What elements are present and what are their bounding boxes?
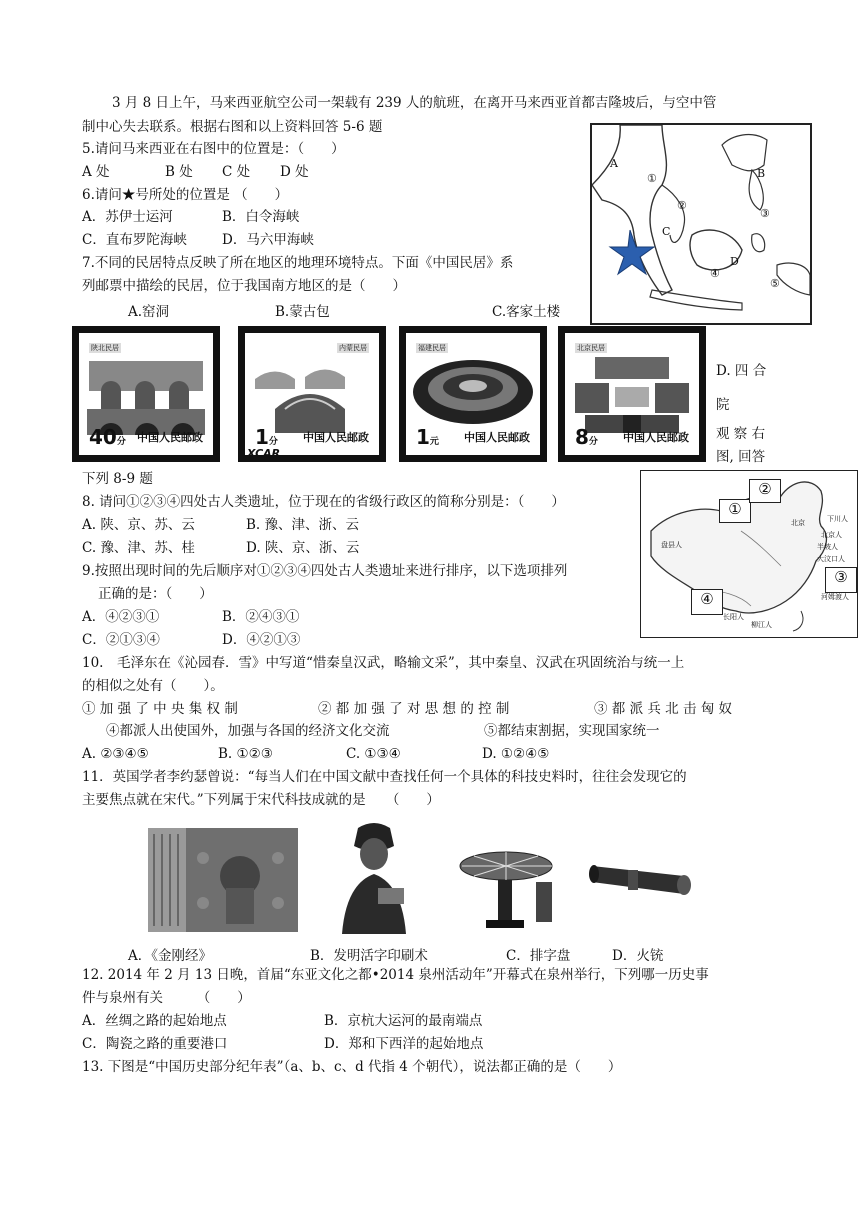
q10-statement-5: ⑤都结束割据，实现国家统一 [484,723,660,739]
q12-option-c[interactable]: C．陶瓷之路的重要港口 [82,1036,228,1052]
q7-option-a[interactable]: A.窑洞 [128,304,170,320]
huochong-gun-image [588,852,698,898]
map1-label-3: ③ [760,207,770,220]
q12-stem-2: 件与泉州有关 （ ） [82,990,251,1006]
q12-option-d[interactable]: D．郑和下西洋的起始地点 [324,1036,484,1052]
q9-option-c[interactable]: C．②①③④ [82,632,160,648]
intro-line-1: 3 月 8 日上午，马来西亚航空公司一架载有 239 人的航班，在离开马来西亚首都吉隆坡后，与空中管 [112,95,717,111]
map1-label-d: D [730,255,739,268]
q8-intro-side-2: 图, 回答 [716,449,766,465]
q11-stem-1: 11．英国学者李约瑟曾说：“每当人们在中国文献中查找任何一个具体的科技史料时，往往会发现它的 [82,769,687,785]
q13-stem: 13. 下图是“中国历史部分纪年表”（a、b、c、d 代指 4 个朝代），说法都正确的是（ ） [82,1059,622,1075]
stamp-2-tag: 内蒙民居 [339,344,367,352]
southeast-asia-map [590,123,812,325]
q12-stem-1: 12. 2014 年 2 月 13 日晚，首届“东亚文化之都•2014 泉州活动年”开幕式在泉州举行，下列哪一历史事 [82,967,709,983]
q8-intro-side-1: 观 察 右 [716,426,766,442]
stamp-hakka-tulou [399,326,547,462]
q6-option-a[interactable]: A．苏伊士运河 [82,209,173,225]
map1-label-2: ② [677,199,687,212]
q10-option-c[interactable]: C. ①③④ [346,746,401,762]
map2-label-xiachuan: 下川人 [827,515,848,523]
stamp-3-tag: 福建民居 [418,344,446,352]
q9-option-d[interactable]: D．④②①③ [222,632,301,648]
q7-stem-2: 列邮票中描绘的民居，位于我国南方地区的是（ ） [82,278,406,294]
map1-label-b: B [757,167,766,180]
site-box-1: ① [719,499,751,523]
star-marker-icon [610,230,654,274]
stamp-4-value: 8分 [575,425,598,449]
map1-label-c: C [662,225,671,238]
q7-option-d-line-1[interactable]: D. 四 合 [716,363,767,379]
china-map [640,470,858,638]
stamp-4-tag: 北京民居 [577,344,605,352]
map2-label-changyang: 长阳人 [723,613,744,621]
intro-line-2: 制中心失去联系。根据右图和以上资料回答 5-6 题 [82,119,383,135]
q12-option-b[interactable]: B．京杭大运河的最南端点 [324,1013,483,1029]
q5-option-a[interactable]: A 处 [82,164,110,180]
map1-label-5: ⑤ [770,277,780,290]
q11-stem-2: 主要焦点就在宋代。”下列属于宋代科技成就的是 （ ） [82,792,440,808]
site-box-2: ② [749,479,781,503]
q7-option-c[interactable]: C.客家土楼 [492,304,561,320]
map2-label-beijing-man: 北京人 [821,531,842,539]
q6-option-d[interactable]: D．马六甲海峡 [222,232,314,248]
map2-label-hemudu: 河姆渡人 [821,593,849,601]
stamp-1-value: 40分 [89,425,126,449]
q6-option-b[interactable]: B．白令海峡 [222,209,300,225]
huochong-gun-drawing [588,852,698,898]
stamp-3-post: 中国人民邮政 [464,431,530,444]
map2-label-dawenkou: 大汶口人 [817,555,845,563]
diamond-sutra-image [148,828,298,932]
stamp-4-post: 中国人民邮政 [623,431,689,444]
southeast-asia-map-drawing [592,125,810,323]
q9-stem-1: 9.按照出现时间的先后顺序对①②③④四处古人类遗址来进行排序，以下选项排列 [82,563,568,579]
q6-stem: 6.请问★号所处的位置是 （ ） [82,187,289,203]
q10-option-a[interactable]: A. ②③④⑤ [82,746,149,762]
q8-option-c[interactable]: C. 豫、津、苏、桂 [82,540,195,556]
q11-option-c[interactable]: C．排字盘 [506,948,571,964]
q12-option-a[interactable]: A．丝绸之路的起始地点 [82,1013,227,1029]
q8-option-b[interactable]: B. 豫、津、浙、云 [246,517,360,533]
stamp-2-watermark: XCAR [247,447,281,460]
site-box-3: ③ [825,567,857,593]
q5-stem: 5.请问马来西亚在右图中的位置是：（ ） [82,141,345,157]
bi-sheng-statue-image [328,818,420,934]
site-box-4: ④ [691,589,723,615]
q10-option-d[interactable]: D. ①②④⑤ [482,746,550,762]
q10-statement-2: ② 都 加 强 了 对 思 想 的 控 制 [318,701,510,717]
stamp-1-post: 中国人民邮政 [137,431,203,444]
map2-label-liujiang: 柳江人 [751,621,772,629]
q10-statement-4: ④都派人出使国外，加强与各国的经济文化交流 [106,723,390,739]
q6-option-c[interactable]: C．直布罗陀海峡 [82,232,187,248]
q8-option-d[interactable]: D. 陕、京、浙、云 [246,540,360,556]
q8-intro-line: 下列 8-9 题 [82,471,153,487]
q5-option-c[interactable]: C 处 [222,164,251,180]
diamond-sutra-drawing [148,828,298,932]
q10-stem-1: 10. 毛泽东在《沁园春．雪》中写道“惜秦皇汉武，略输文采”，其中秦皇、汉武在巩固统治与统一上 [82,655,685,671]
map1-label-a: A [610,157,618,170]
q7-option-b[interactable]: B.蒙古包 [275,304,330,320]
q10-statement-3: ③ 都 派 兵 北 击 匈 奴 [594,701,733,717]
map2-label-beijing: 北京 [791,519,805,527]
map2-label-banpo: 半坡人 [817,543,838,551]
q5-option-d[interactable]: D 处 [280,164,309,180]
q11-option-b[interactable]: B．发明活字印刷术 [310,948,428,964]
stamp-2-post: 中国人民邮政 [303,431,369,444]
q11-option-d[interactable]: D．火铳 [612,948,664,964]
q10-stem-2: 的相似之处有（ ）。 [82,678,224,694]
stamp-siheyuan [558,326,706,462]
map1-label-1: ① [647,172,657,185]
q7-option-d-line-2[interactable]: 院 [716,397,730,413]
stamp-3-value: 1元 [416,425,439,449]
q9-stem-2: 正确的是：（ ） [98,586,213,602]
stamp-mongolian-yurt [238,326,386,462]
type-tray-image [458,846,558,932]
q10-option-b[interactable]: B. ①②③ [218,746,273,762]
q9-option-a[interactable]: A．④②③① [82,609,160,625]
bi-sheng-statue-drawing [328,818,420,934]
q5-option-b[interactable]: B 处 [165,164,193,180]
q8-stem: 8. 请问①②③④四处古人类遗址，位于现在的省级行政区的简称分别是：（ ） [82,494,565,510]
map1-label-4: ④ [710,267,720,280]
q10-statement-1: ① 加 强 了 中 央 集 权 制 [82,701,238,717]
siheyuan-drawing [565,347,699,437]
stamp-2-value: 1分 [255,425,278,449]
map2-label-panxian: 盘县人 [661,541,682,549]
q11-option-a[interactable]: A．《金刚经》 [128,948,212,964]
type-tray-drawing [458,846,558,932]
stamp-1-tag: 陕北民居 [91,344,119,352]
q9-option-b[interactable]: B．②④③① [222,609,300,625]
q7-stem-1: 7.不同的民居特点反映了所在地区的地理环境特点。下面《中国民居》系 [82,255,514,271]
tulou-drawing [406,347,540,437]
q8-option-a[interactable]: A. 陕、京、苏、云 [82,517,195,533]
stamp-yaodong [72,326,220,462]
